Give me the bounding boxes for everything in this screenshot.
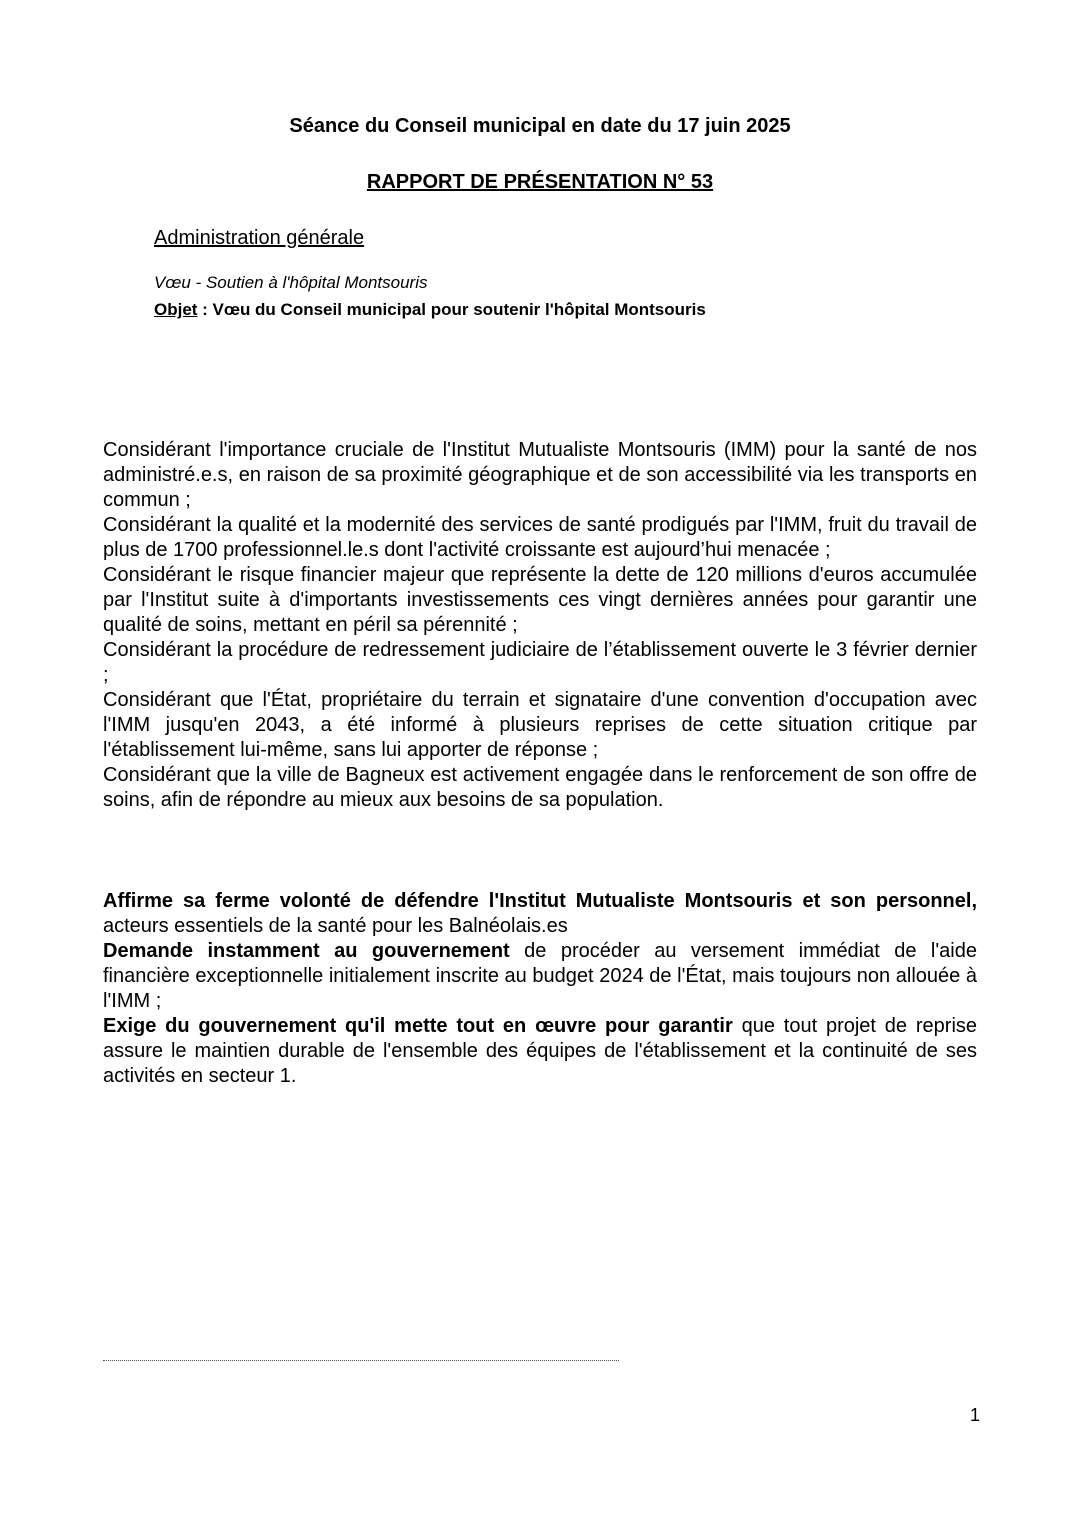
decision-text: de procéder au versement immédiat de l'aide financière exceptionnelle initialement inscrite au budget 2024 de l'État, mais toujours non allouée à l'IMM ; [103,940,977,1012]
decision-bold-lead: Exige du gouvernement qu'il mette tout en œuvre pour garantir [103,1015,733,1037]
decision-paragraph [103,1014,977,1089]
considerants-block [103,438,977,813]
decision-bold-lead: Affirme sa ferme volonté de défendre l'Institut Mutualiste Montsouris et son personnel, [103,890,977,912]
page-number: 1 [969,1405,980,1425]
session-title: Séance du Conseil municipal en date du 17 juin 2025 [289,115,791,137]
report-title: RAPPORT DE PRÉSENTATION N° 53 [366,171,714,193]
objet-label: Objet [154,300,198,319]
objet-line [154,299,706,321]
considerant-paragraph: Considérant que la ville de Bagneux est activement engagée dans le renforcement de son offre de soins, afin de répondre au mieux aux besoins de sa population. [103,764,977,811]
considerant-paragraph: Considérant la qualité et la modernité des services de santé prodigués par l'IMM, fruit du travail de plus de 1700 professionnel.le.s dont l'activité croissante est aujourd’hui menacée ; [103,514,977,561]
considerant-paragraph: Considérant la procédure de redressement judiciaire de l’établissement ouverte le 3 février dernier ; [103,639,977,686]
decision-paragraph [103,889,977,939]
footnote-separator [103,1360,619,1361]
decision-paragraph [103,939,977,1014]
considerant-paragraph: Considérant le risque financier majeur que représente la dette de 120 millions d'euros accumulée par l'Institut suite à d'importants investissements ces vingt dernières années pour garantir une qualité de soins, mettant en péril sa pérennité ; [103,564,977,636]
objet-text: : Vœu du Conseil municipal pour soutenir l'hôpital Montsouris [197,300,706,319]
decision-text: que tout projet de reprise assure le maintien durable de l'ensemble des équipes de l'établissement et la continuité de ses activités en secteur 1. [103,1015,978,1087]
decision-bold-lead: Demande instamment au gouvernement [103,940,510,962]
section-category: Administration générale [154,227,365,249]
voeu-title: Vœu - Soutien à l'hôpital Montsouris [154,273,428,292]
decision-text: acteurs essentiels de la santé pour les Balnéolais.es [103,915,568,937]
decisions-block [103,889,977,1089]
considerant-paragraph: Considérant l'importance cruciale de l'Institut Mutualiste Montsouris (IMM) pour la santé de nos administré.e.s, en raison de sa proximité géographique et de son accessibilité via les transports en commun ; [103,439,977,511]
considerant-paragraph: Considérant que l'État, propriétaire du terrain et signataire d'une convention d'occupation avec l'IMM jusqu'en 2043, a été informé à plusieurs reprises de cette situation critique par l'établissement lui-même, sans lui apporter de réponse ; [103,689,977,761]
